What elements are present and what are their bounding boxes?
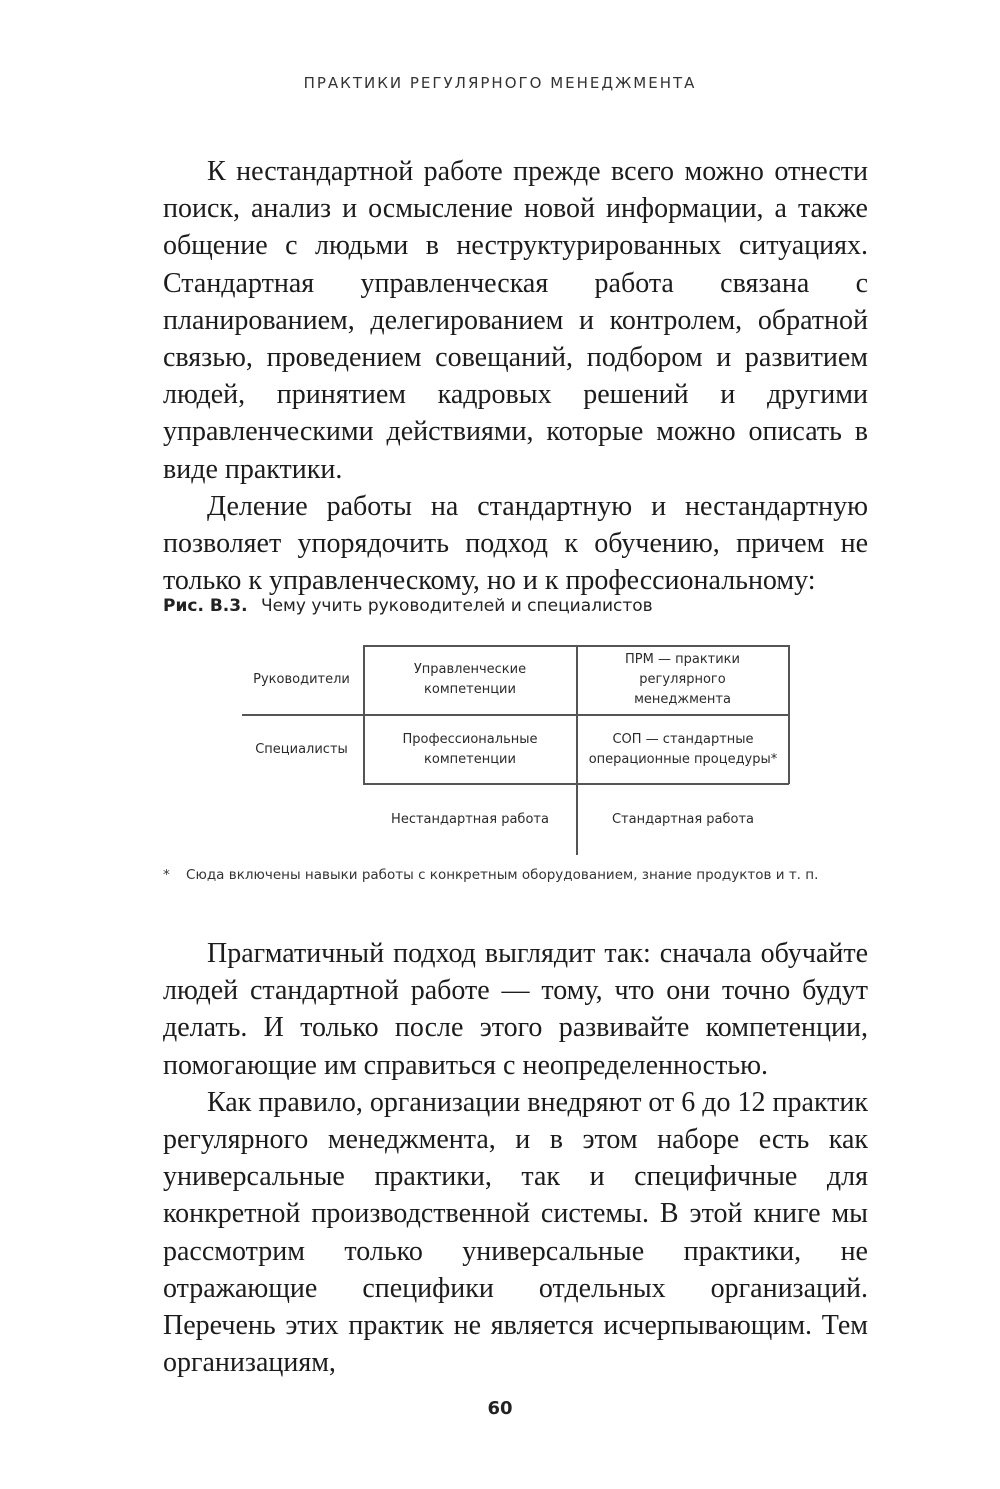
column-label-nonstandard: Нестандартная работа	[391, 812, 549, 827]
running-head: ПРАКТИКИ РЕГУЛЯРНОГО МЕНЕДЖМЕНТА	[303, 74, 697, 92]
cell-managerial-competencies: Управленческие компетенции	[413, 661, 527, 697]
paragraph: К нестандартной работе прежде всего можно отнести поиск, анализ и осмысление новой информации, а также общение с людьми в неструктурированных ситуациях. Стандартная управленческая работа связана с планированием, делегированием и контролем, обратной связью, проведением совещаний, подбором и развитием людей, принятием кадровых решений и другими управленческими действиями, которые можно описать в виде практики.	[163, 156, 868, 485]
footnote-marker: *	[163, 867, 170, 883]
cell-prm-practices: ПРМ — практики регулярного менеджмента	[625, 651, 740, 707]
paragraph: Прагматичный подход выглядит так: сначала обучайте людей стандартной работе — тому, что они точно будут делать. И только после этого развивайте компетенции, помогающие им справиться с неопределенностью.	[163, 938, 868, 1081]
figure-caption	[163, 596, 653, 616]
page-number: 60	[487, 1398, 513, 1419]
cell-professional-competencies: Профессиональные компетенции	[402, 731, 538, 767]
row-label-managers: Руководители	[253, 671, 350, 687]
body-text-top	[163, 153, 868, 599]
paragraph: Как правило, организации внедряют от 6 до 12 практик регулярного менеджмента, и в этом наборе есть как универсальные практики, так и специфичные для конкретной производственной системы. В этой книге мы рассмотрим только универсальные практики, не отражающие специфики отдельных организаций. Перечень этих практик не является исчерпывающим. Тем организациям,	[163, 1086, 869, 1379]
cell-sop-procedures: СОП — стандартные операционные процедуры*	[588, 731, 778, 767]
grid-line-right	[788, 645, 790, 784]
body-text-bottom	[163, 935, 868, 1381]
grid-line-left	[363, 645, 365, 784]
figure-label: Рис. В.3.	[163, 596, 248, 616]
paragraph: Деление работы на стандартную и нестандартную позволяет упорядочить подход к обучению, причем не только к управленческому, но и к профессиональному:	[163, 490, 868, 597]
row-label-specialists: Специалисты	[255, 741, 348, 757]
column-label-standard: Стандартная работа	[611, 812, 755, 827]
figure-footnote	[163, 867, 818, 883]
matrix-diagram	[240, 645, 800, 860]
figure-title: Чему учить руководителей и специалистов	[260, 596, 653, 616]
footnote-text: Сюда включены навыки работы с конкретным оборудованием, знание продуктов и т. п.	[186, 867, 819, 883]
